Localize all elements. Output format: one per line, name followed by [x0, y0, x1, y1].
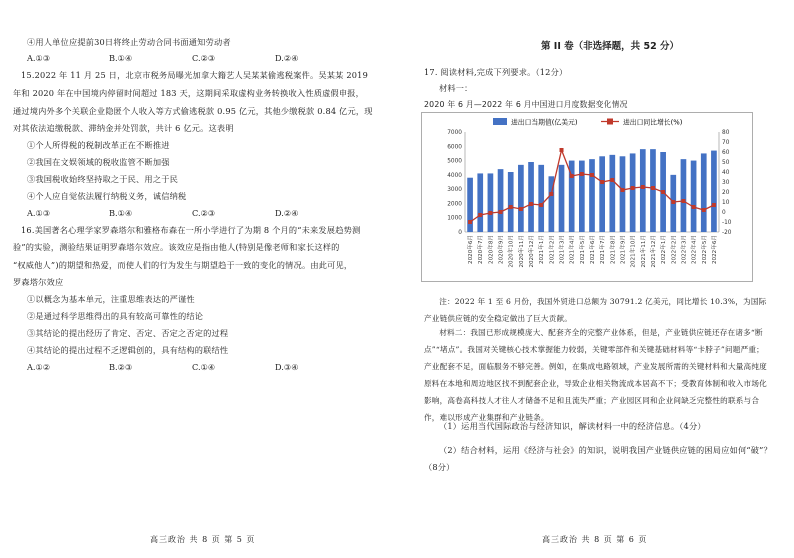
section-title: 第 II 卷（非选择题，共 52 分）	[541, 41, 680, 52]
answer-d: D.②④	[275, 208, 299, 218]
x-tick-label: 2021年6月	[590, 235, 596, 264]
x-tick-label: 2021年4月	[569, 235, 576, 264]
answer-c: C.②③	[192, 208, 216, 218]
q16-item-1: ①以概念为基本单元，注重思维表达的严谨性	[27, 294, 195, 304]
answer-a: A.①②	[27, 362, 51, 372]
question-2-line-2: （8分）	[424, 462, 455, 472]
q15-line-4: 对其依法追缴税款、滞纳金并处罚款，共计 6 亿元。这表明	[13, 123, 234, 133]
x-tick-label: 2021年7月	[600, 235, 607, 264]
q16-line-4: 罗森塔尔效应	[13, 277, 64, 287]
y-tick-left: 1000	[447, 215, 462, 222]
x-tick-label: 2022年6月	[711, 235, 718, 264]
page-footer-left: 高三政治 共 8 页 第 5 页	[150, 535, 256, 544]
x-tick-label: 2021年8月	[610, 235, 617, 264]
x-tick-label: 2021年2月	[549, 235, 556, 264]
answer-c: C.②③	[192, 53, 216, 63]
growth-point	[671, 200, 675, 204]
y-tick-right: 10	[722, 200, 730, 206]
x-tick-label: 2020年8月	[488, 235, 495, 264]
y-tick-right: 30	[722, 180, 730, 186]
y-tick-left: 3000	[447, 187, 462, 194]
x-tick-label: 2021年12月	[650, 235, 657, 268]
bar	[599, 156, 605, 232]
x-tick-label: 2021年10月	[630, 235, 637, 268]
x-tick-label: 2021年11月	[640, 234, 647, 268]
growth-point	[549, 192, 553, 196]
bar	[640, 149, 646, 232]
growth-point	[610, 178, 614, 182]
growth-point	[590, 173, 594, 177]
answer-b: B.①④	[109, 208, 133, 218]
y-tick-left: 5000	[447, 158, 462, 165]
answer-a: A.①③	[27, 53, 51, 63]
answer-d: D.③④	[275, 362, 299, 372]
y-tick-left: 7000	[447, 130, 462, 136]
y-tick-right: 60	[722, 150, 730, 156]
bar	[518, 165, 524, 232]
growth-point	[620, 188, 624, 192]
q16-line-3: “权威他人”)的期望和热爱，而使人们的行为发生与期望趋于一致的变化的情况。由此可见，	[13, 260, 353, 270]
bar	[609, 155, 615, 232]
q14-option-4: ④用人单位应提前30日将终止劳动合同书面通知劳动者	[27, 37, 231, 47]
bar	[701, 153, 707, 232]
y-tick-right: -20	[722, 230, 732, 236]
growth-point	[641, 185, 645, 189]
answer-c: C.①④	[192, 362, 216, 372]
bar	[691, 161, 697, 232]
y-tick-left: 0	[458, 230, 462, 236]
x-tick-label: 2020年9月	[498, 235, 505, 264]
growth-point	[651, 186, 655, 190]
q15-item-2: ②我国在文娱领域的税收监管不断加强	[27, 157, 170, 167]
growth-point	[529, 202, 533, 206]
q15-item-3: ③我国税收始终坚持取之于民、用之于民	[27, 174, 178, 184]
growth-point	[509, 205, 513, 209]
x-tick-label: 2022年4月	[691, 235, 698, 264]
legend-line-marker	[607, 119, 613, 125]
growth-point	[468, 220, 472, 224]
y-tick-right: 40	[722, 170, 730, 176]
x-tick-label: 2020年10月	[508, 235, 515, 268]
growth-point	[600, 180, 604, 184]
growth-point	[519, 207, 523, 211]
material-2: 材料二：我国已形成规模庞大、配套齐全的完整产业体系，但是，产业链供应链还存在诸多“断点”“堵点”。我国对关键核心技术掌握能力较弱，关键零部件和关键基础材料等“卡脖子”问题严重；产业配套不足，面临服务不够完善。例如，在集成电路领域，产业发展所需的关键材料和大量高纯度原料在本地和周边地区找不到配套企业，导致企业相关物流成本居高不下；受教育体制和收入市场化影响，高卷高科技人才往人才储备不足和且流失严重；产业园区同和企业间缺乏完整性的联系与合作，难以形成产业集群和产业链条。	[424, 328, 767, 422]
legend-bar-swatch	[493, 118, 507, 125]
answer-a: A.①③	[27, 208, 51, 218]
y-tick-left: 6000	[447, 144, 462, 151]
q16-item-2: ②是通过科学思维得出的具有较高可靠性的结论	[27, 311, 204, 321]
bar	[620, 156, 626, 232]
x-tick-label: 2021年5月	[579, 235, 586, 264]
bar	[650, 149, 656, 232]
q16-line-1: 16.美国著名心理学家罗森塔尔和雅格布森在一所小学进行了为期 8 个月的“未来发展趋势测	[21, 225, 361, 235]
answer-b: B.②③	[109, 362, 133, 372]
answer-d: D.②④	[275, 53, 299, 63]
bar	[711, 151, 717, 232]
bar	[498, 169, 504, 232]
x-tick-label: 2022年3月	[681, 235, 688, 264]
x-tick-label: 2022年1月	[661, 235, 668, 264]
x-tick-label: 2021年9月	[620, 235, 627, 264]
y-tick-right: -10	[722, 220, 732, 226]
x-tick-label: 2020年12月	[529, 235, 536, 268]
q15-line-2: 年和 2020 年在中国境内停留时间超过 183 天，这期间采取虚构业务转换收入性质虚假申报，	[13, 88, 365, 98]
growth-point	[478, 213, 482, 217]
growth-point	[681, 199, 685, 203]
growth-point	[499, 210, 503, 214]
page-footer-right: 高三政治 共 8 页 第 6 页	[542, 535, 648, 544]
y-tick-right: 50	[722, 160, 730, 166]
bar	[630, 153, 636, 232]
bar	[681, 159, 687, 232]
q15-item-4: ④个人应自觉依法履行纳税义务，诚信纳税	[27, 191, 187, 201]
x-tick-label: 2022年5月	[701, 235, 708, 264]
q16-item-4: ④其结论的提出过程不乏逻辑创的，具有结构的联结性	[27, 345, 229, 355]
x-tick-label: 2020年11月	[518, 235, 525, 268]
question-1: （1）运用当代国际政治与经济知识，解读材料一中的经济信息。（4分）	[439, 421, 706, 431]
bar	[488, 173, 494, 232]
material-1-label: 材料一：	[439, 83, 473, 93]
import-chart	[421, 112, 753, 282]
chart-caption: 2020 年 6 月—2022 年 6 月中国进口月度数据变化情况	[424, 100, 628, 109]
x-tick-label: 2020年7月	[478, 235, 485, 264]
y-tick-right: 80	[722, 130, 730, 136]
growth-point	[702, 208, 706, 212]
x-tick-label: 2022年2月	[671, 235, 678, 264]
bar	[538, 165, 544, 232]
answer-b: B.①④	[109, 53, 133, 63]
y-tick-left: 4000	[447, 172, 462, 179]
y-tick-right: 70	[722, 140, 730, 146]
q16-line-2: 验”的实验，测验结果证明罗森塔尔效应。该效应是指由他人(特别是像老师和家长这样的	[13, 242, 340, 252]
q15-line-1: 15.2022 年 11 月 25 日，北京市税务局曝光加拿大籍艺人吴某某偷逃税案件。吴某某 2019	[21, 70, 368, 80]
growth-point	[712, 203, 716, 207]
growth-point	[539, 203, 543, 207]
growth-point	[488, 211, 492, 215]
growth-point	[692, 205, 696, 209]
legend-bar-label: 进出口当期值(亿美元)	[511, 118, 578, 127]
x-tick-label: 2020年6月	[468, 235, 475, 264]
legend-line-label: 进出口同比增长(%)	[623, 118, 683, 127]
bar	[559, 165, 565, 232]
y-tick-right: 20	[722, 190, 730, 196]
y-tick-left: 2000	[447, 201, 462, 208]
q15-line-3: 通过境内外多个关联企业隐匿个人收入等方式偷逃税款 0.95 亿元，其他少缴税款 0.84 亿元，现	[13, 106, 373, 116]
growth-point	[661, 190, 665, 194]
x-tick-label: 2021年3月	[559, 235, 566, 264]
bar	[579, 161, 585, 232]
bar	[589, 159, 595, 232]
bar	[477, 173, 483, 232]
q16-item-3: ③其结论的提出经历了肯定、否定、否定之否定的过程	[27, 328, 229, 338]
bar	[508, 172, 514, 232]
x-tick-label: 2021年1月	[539, 235, 546, 264]
q15-item-1: ①个人所得税的税制改革正在不断推进	[27, 140, 170, 150]
right-page	[397, 0, 794, 558]
chart-note: 注：2022 年 1 至 6 月份，我国外贸进口总额为 30791.2 亿美元，同比增长 10.3%，为国际产业链供应链的安全稳定做出了巨大贡献。	[424, 297, 767, 323]
bar	[528, 162, 534, 232]
q17-heading: 17. 阅读材料,完成下列要求。（12分）	[424, 67, 568, 77]
y-tick-right: 0	[722, 210, 726, 216]
question-2-line-1: （2）结合材料，运用《经济与社会》的知识，说明我国产业链供应链的困局应如何“破”？	[439, 445, 772, 455]
growth-point	[631, 186, 635, 190]
growth-point	[570, 174, 574, 178]
growth-point	[560, 148, 564, 152]
growth-point	[580, 172, 584, 176]
